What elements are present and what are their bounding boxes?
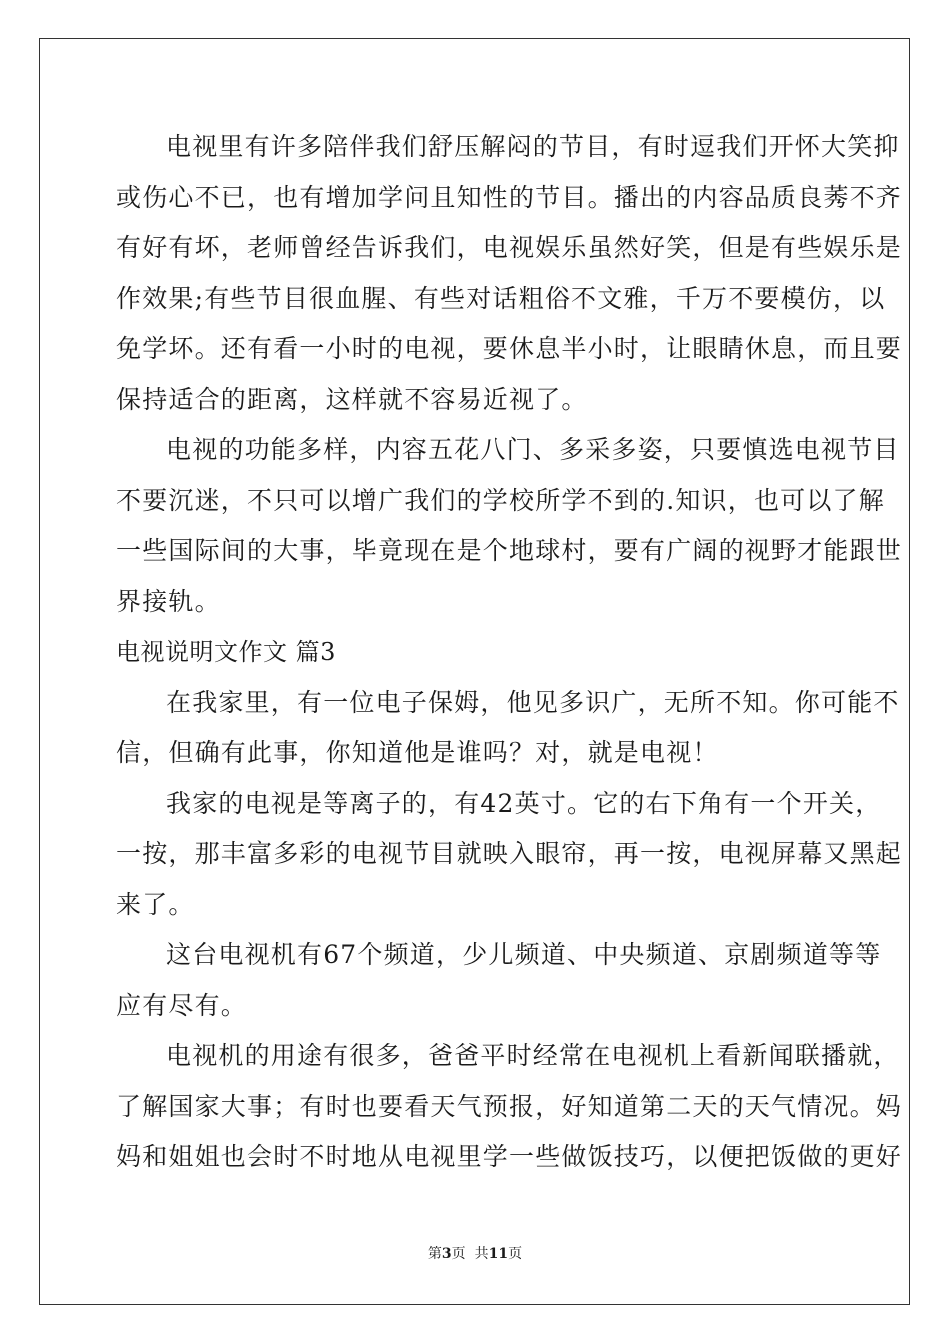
text-line: 在我家里，有一位电子保姆，他见多识广，无所不知。你可能不 — [166, 687, 900, 717]
text-line: 妈和姐姐也会时不时地从电视里学一些做饭技巧，以便把饭做的更好 — [116, 1142, 903, 1171]
page-total: 11 — [488, 1246, 509, 1262]
text-line: 不要沉迷，不只可以增广我们的学校所学不到的.知识，也可以了解 — [116, 485, 885, 515]
text-line: 了解国家大事；有时也要看天气预报，好知道第二天的天气情况。妈 — [116, 1091, 903, 1121]
section-heading: 电视说明文作文 篇3 — [116, 638, 336, 666]
paragraph-4 — [116, 784, 903, 936]
paragraph-3 — [116, 683, 900, 784]
text-line: 一些国际间的大事，毕竟现在是个地球村，要有广阔的视野才能跟世 — [116, 536, 903, 565]
text-line: 电视的功能多样，内容五花八门、多采多姿，只要慎选电视节目 — [166, 435, 900, 464]
text-line: 这台电视机有67个频道，少儿频道、中央频道、京剧频道等等 — [166, 940, 882, 969]
text-line: 免学坏。还有看一小时的电视，要休息半小时，让眼睛休息，而且要 — [116, 334, 903, 363]
text-line: 信，但确有此事，你知道他是谁吗？对，就是电视！ — [116, 738, 719, 767]
text-line: 界接轨。 — [116, 586, 221, 616]
text-line: 我家的电视是等离子的，有42英寸。它的右下角有一个开关， — [166, 788, 882, 818]
paragraph-1 — [116, 127, 903, 430]
document-body — [116, 127, 903, 1188]
paragraph-5 — [116, 935, 882, 1036]
page-prefix: 第 — [427, 1246, 442, 1262]
text-line: 应有尽有。 — [116, 990, 248, 1020]
text-line: 一按，那丰富多彩的电视节目就映入眼帘，再一按，电视屏幕又黑起 — [116, 839, 903, 868]
page-current: 3 — [441, 1246, 452, 1262]
page-footer — [0, 1243, 950, 1263]
text-line: 保持适合的距离，这样就不容易近视了。 — [116, 384, 588, 414]
paragraph-2 — [116, 430, 903, 632]
paragraph-6 — [116, 1036, 903, 1188]
page-mid: 页 共 — [451, 1246, 489, 1262]
text-line: 来了。 — [116, 889, 195, 919]
text-line: 或伤心不已，也有增加学问且知性的节目。播出的内容品质良莠不齐 — [116, 182, 903, 212]
page-suffix: 页 — [508, 1246, 523, 1262]
text-line: 电视里有许多陪伴我们舒压解闷的节目，有时逗我们开怀大笑抑 — [166, 132, 900, 161]
text-line: 有好有坏，老师曾经告诉我们，电视娱乐虽然好笑，但是有些娱乐是 — [116, 233, 903, 262]
text-line: 电视机的用途有很多，爸爸平时经常在电视机上看新闻联播就， — [166, 1041, 900, 1070]
text-line: 作效果;有些节目很血腥、有些对话粗俗不文雅，千万不要模仿，以 — [116, 283, 886, 313]
